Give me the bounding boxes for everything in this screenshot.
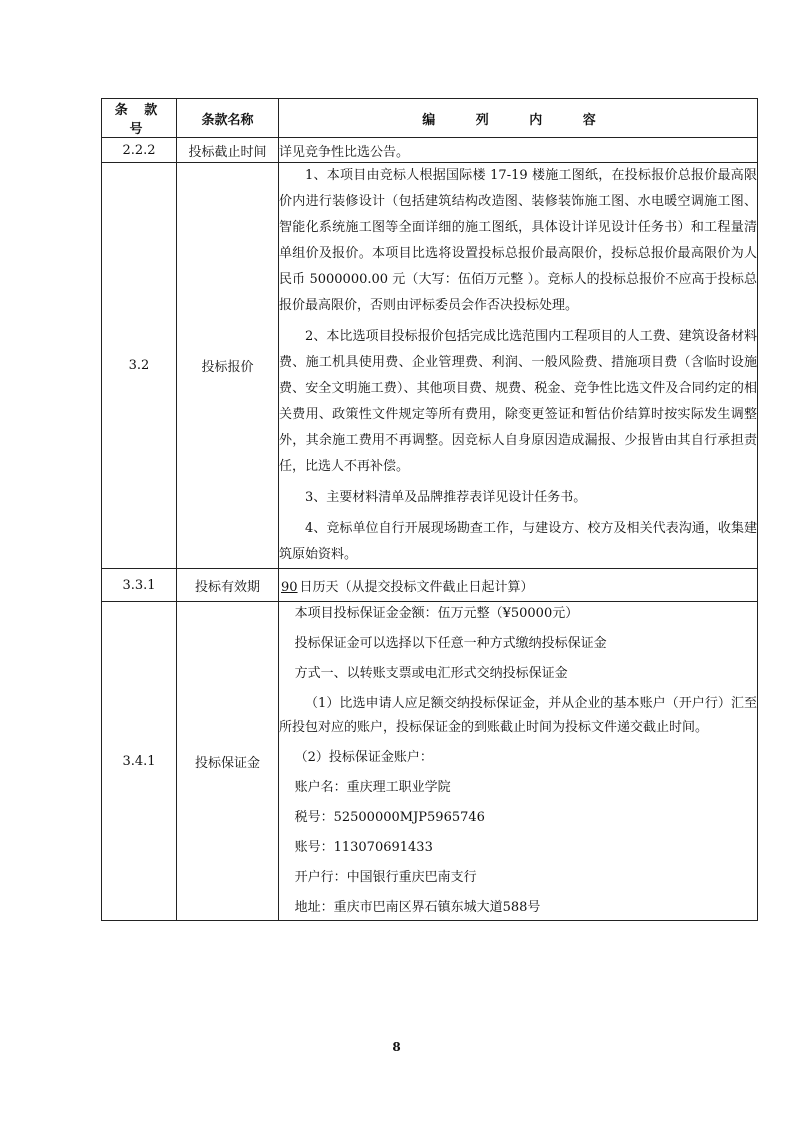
table-row <box>102 602 758 921</box>
deposit-account-heading: （2）投标保证金账户： <box>294 750 433 765</box>
content-paragraph: 4、竞标单位自行开展现场勘查工作，与建设方、校方及相关代表沟通，收集建筑原始资料。 <box>279 521 757 562</box>
clause-name: 投标有效期 <box>177 569 279 602</box>
table-row <box>102 163 758 569</box>
account-number-line: 账号：113070691433 <box>294 840 433 855</box>
clause-number: 3.3.1 <box>102 569 177 602</box>
clause-name: 投标保证金 <box>177 602 279 921</box>
deposit-method-one-line: 方式一、以转账支票或电汇形式交纳投标保证金 <box>294 666 568 681</box>
tax-number-line: 税号：52500000MJP5965746 <box>294 810 485 825</box>
clause-name: 投标报价 <box>177 163 279 569</box>
header-clause-name: 条款名称 <box>177 99 279 138</box>
clause-name: 投标截止时间 <box>177 138 279 163</box>
clause-number: 2.2.2 <box>102 138 177 163</box>
clause-number: 3.4.1 <box>102 602 177 921</box>
deposit-rule-paragraph: （1）比选申请人应足额交纳投标保证金，并从企业的基本账户（开户行）汇至所投包对应的账户，投标保证金的到账截止时间为投标文件递交截止时间。 <box>279 696 757 735</box>
clause-table <box>101 98 758 921</box>
content-paragraph: 3、主要材料清单及品牌推荐表详见设计任务书。 <box>305 490 587 505</box>
content-paragraph: 1、本项目由竞标人根据国际楼 17-19 楼施工图纸，在投标报价总报价最高限价内进行装修设计（包括建筑结构改造图、装修装饰施工图、水电暖空调施工图、智能化系统施工图等全面详细的施工图纸，具体设计详见设计任务书）和工程量清单组价及报价。本项目比选将设置投标总报价最高限价，投标总报价最高限价为人民币 5000000.00 元（大写：伍佰万元整 ）。竞标人的投标总报价不应高于投标总报价最高限价，否则由评标委员会作否决投标处理。 <box>279 168 757 313</box>
clause-content <box>279 569 758 602</box>
header-clause-number: 条 款 号 <box>102 99 177 138</box>
header-content: 编 列 内 容 <box>279 99 758 138</box>
account-name-line: 账户名：重庆理工职业学院 <box>294 780 451 795</box>
validity-text: 日历天（从提交投标文件截止日起计算） <box>299 579 534 595</box>
table-row <box>102 138 758 163</box>
clause-content <box>279 602 758 921</box>
table-header-row <box>102 99 758 138</box>
validity-days-value: 90 <box>281 579 298 595</box>
deposit-method-line: 投标保证金可以选择以下任意一种方式缴纳投标保证金 <box>294 636 607 651</box>
table-row <box>102 569 758 602</box>
bank-line: 开户行：中国银行重庆巴南支行 <box>294 870 477 885</box>
deposit-amount-line: 本项目投标保证金金额：伍万元整（¥50000元） <box>294 606 579 621</box>
clause-content: 详见竞争性比选公告。 <box>279 138 758 163</box>
page-number: 8 <box>392 1040 401 1054</box>
content-paragraph: 2、本比选项目投标报价包括完成比选范围内工程项目的人工费、建筑设备材料费、施工机具使用费、企业管理费、利润、一般风险费、措施项目费（含临时设施费、安全文明施工费）、其他项目费、规费、税金、竞争性比选文件及合同约定的相关费用、政策性文件规定等所有费用，除变更签证和暂估价结算时按实际发生调整外，其余施工费用不再调整。因竞标人自身原因造成漏报、少报皆由其自行承担责任，比选人不再补偿。 <box>279 329 757 474</box>
clause-content <box>279 163 758 569</box>
clause-number: 3.2 <box>102 163 177 569</box>
address-line: 地址：重庆市巴南区界石镇东城大道588号 <box>294 900 541 915</box>
